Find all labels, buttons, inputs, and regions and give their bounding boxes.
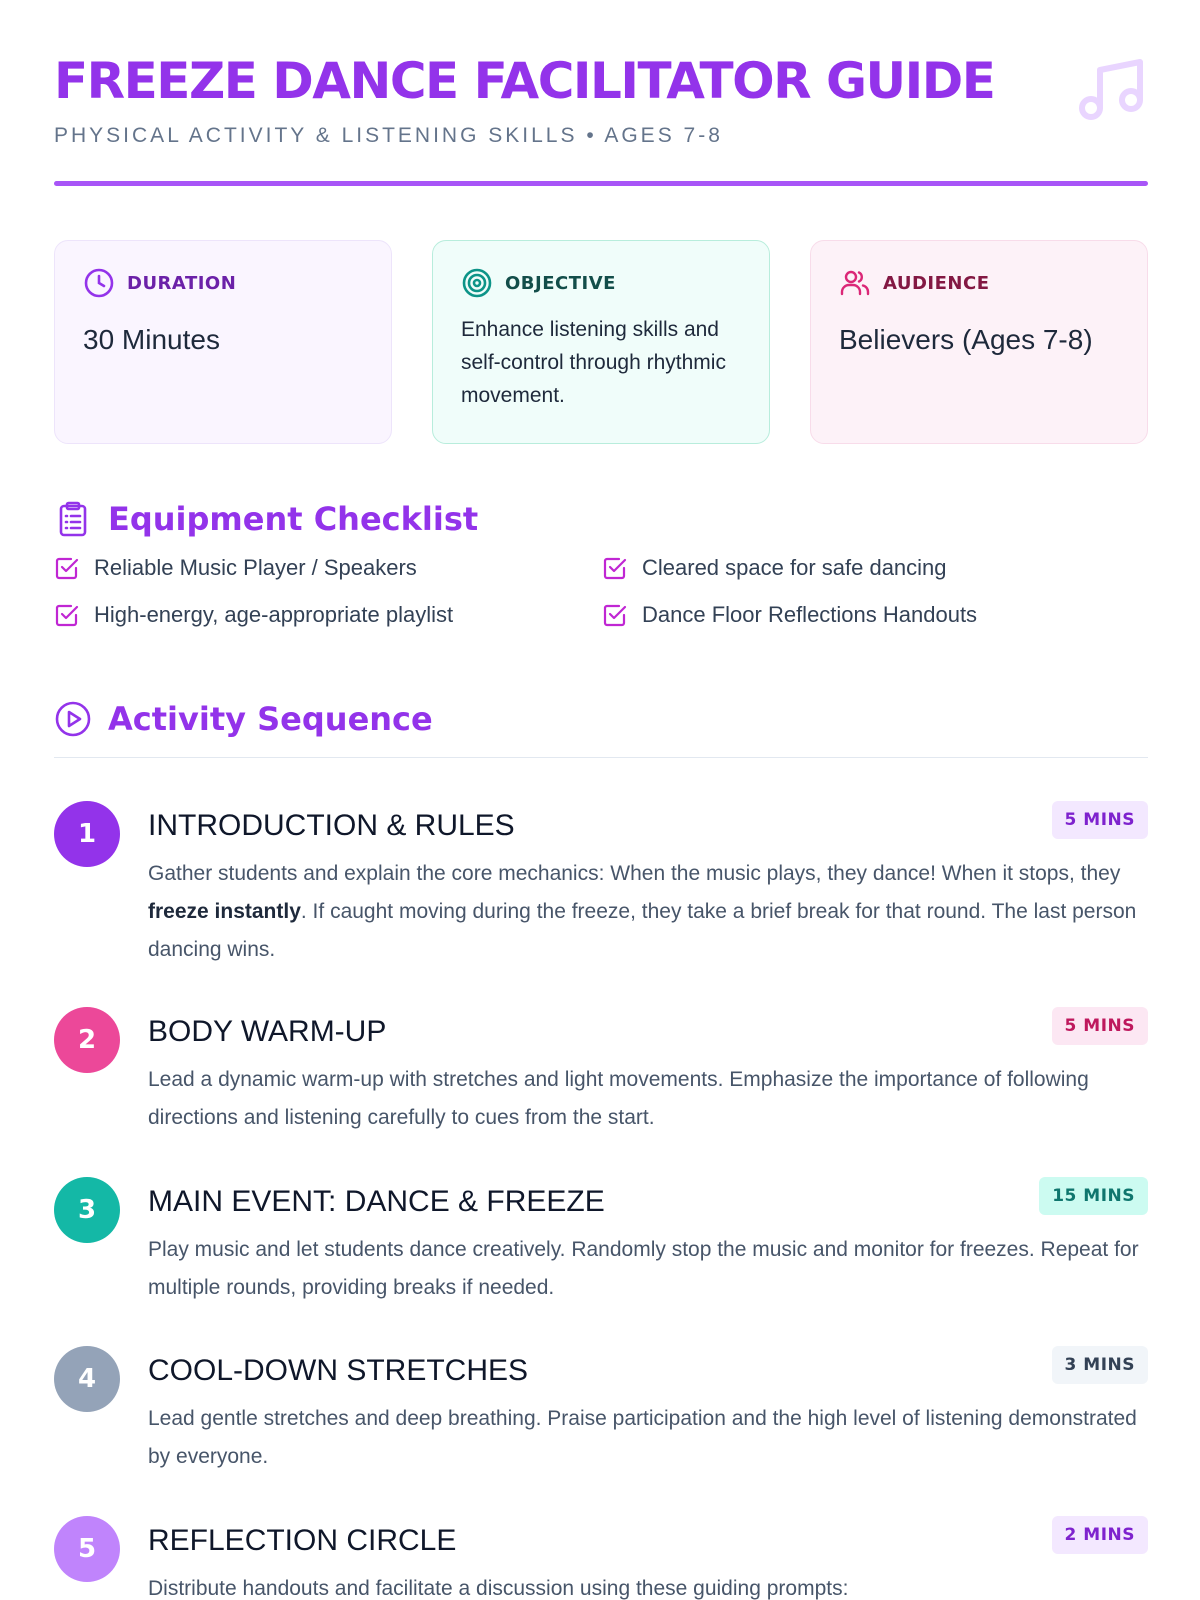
checklist-item bbox=[602, 555, 947, 581]
checklist-item bbox=[602, 602, 977, 628]
equipment-title: Equipment Checklist bbox=[108, 500, 479, 538]
step-duration-badge: 5 MINS bbox=[1052, 1007, 1148, 1045]
objective-card bbox=[432, 240, 770, 444]
step-duration-badge: 3 MINS bbox=[1052, 1346, 1148, 1384]
checklist-item-label: Dance Floor Reflections Handouts bbox=[642, 602, 978, 627]
checklist-item bbox=[54, 555, 417, 581]
step-description-text: Gather students and explain the core mechanics: When the music plays, they dance! When it stops, they bbox=[148, 862, 1121, 885]
page-subtitle: PHYSICAL ACTIVITY & LISTENING SKILLS • AGES 7-8 bbox=[54, 124, 723, 147]
checklist-item-label: High-energy, age-appropriate playlist bbox=[94, 602, 454, 627]
play-circle-icon bbox=[54, 700, 92, 738]
step-description-emphasis: freeze instantly bbox=[148, 900, 301, 923]
duration-value: 30 Minutes bbox=[83, 324, 220, 355]
audience-card bbox=[810, 240, 1148, 444]
step-title: BODY WARM-UP bbox=[148, 1015, 387, 1048]
objective-value: Enhance listening skills and self-control through rhythmic movement. bbox=[461, 318, 726, 407]
target-icon bbox=[461, 267, 493, 299]
checkbox-checked-icon bbox=[54, 602, 80, 628]
audience-label: AUDIENCE bbox=[883, 272, 990, 294]
step-description bbox=[148, 855, 1148, 969]
step-title: REFLECTION CIRCLE bbox=[148, 1524, 457, 1557]
duration-label: DURATION bbox=[127, 272, 237, 294]
step-title: MAIN EVENT: DANCE & FREEZE bbox=[148, 1185, 605, 1218]
step-title: COOL-DOWN STRETCHES bbox=[148, 1354, 529, 1387]
header-divider bbox=[54, 181, 1148, 186]
section-divider bbox=[54, 757, 1148, 758]
step-number-badge: 4 bbox=[54, 1346, 120, 1412]
clipboard-icon bbox=[54, 500, 92, 538]
step-description-text: . If caught moving during the freeze, they take a brief break for that round. The last person dancing wins. bbox=[148, 900, 1137, 961]
step-description: Play music and let students dance creatively. Randomly stop the music and monitor for freezes. Repeat for multiple rounds, providing breaks if needed. bbox=[148, 1238, 1139, 1299]
step-duration-badge: 15 MINS bbox=[1039, 1177, 1148, 1215]
clock-icon bbox=[83, 267, 115, 299]
duration-card bbox=[54, 240, 392, 444]
objective-label: OBJECTIVE bbox=[505, 272, 616, 294]
users-icon bbox=[839, 267, 871, 299]
audience-value: Believers (Ages 7-8) bbox=[839, 324, 1093, 355]
equipment-section-header bbox=[54, 500, 478, 538]
step-description: Distribute handouts and facilitate a discussion using these guiding prompts: bbox=[148, 1577, 849, 1600]
step-number-badge: 1 bbox=[54, 801, 120, 867]
checkbox-checked-icon bbox=[54, 555, 80, 581]
guide-page bbox=[54, 0, 1148, 1600]
checklist-item-label: Reliable Music Player / Speakers bbox=[94, 555, 417, 580]
activity-section-header bbox=[54, 700, 433, 738]
checkbox-checked-icon bbox=[602, 555, 628, 581]
checkbox-checked-icon bbox=[602, 602, 628, 628]
checklist-item bbox=[54, 602, 453, 628]
step-description: Lead a dynamic warm-up with stretches and light movements. Emphasize the importance of following directions and listening carefully to cues from the start. bbox=[148, 1068, 1089, 1129]
step-number-badge: 5 bbox=[54, 1516, 120, 1582]
checklist-item-label: Cleared space for safe dancing bbox=[642, 555, 947, 580]
step-duration-badge: 2 MINS bbox=[1052, 1516, 1148, 1554]
step-number-badge: 3 bbox=[54, 1177, 120, 1243]
step-title: INTRODUCTION & RULES bbox=[148, 809, 515, 842]
step-description: Lead gentle stretches and deep breathing. Praise participation and the high level of listening demonstrated by everyone. bbox=[148, 1407, 1137, 1468]
step-duration-badge: 5 MINS bbox=[1052, 801, 1148, 839]
activity-title: Activity Sequence bbox=[108, 700, 433, 738]
music-note-icon bbox=[1078, 58, 1148, 128]
page-title: FREEZE DANCE FACILITATOR GUIDE bbox=[54, 52, 995, 110]
step-number-badge: 2 bbox=[54, 1007, 120, 1073]
